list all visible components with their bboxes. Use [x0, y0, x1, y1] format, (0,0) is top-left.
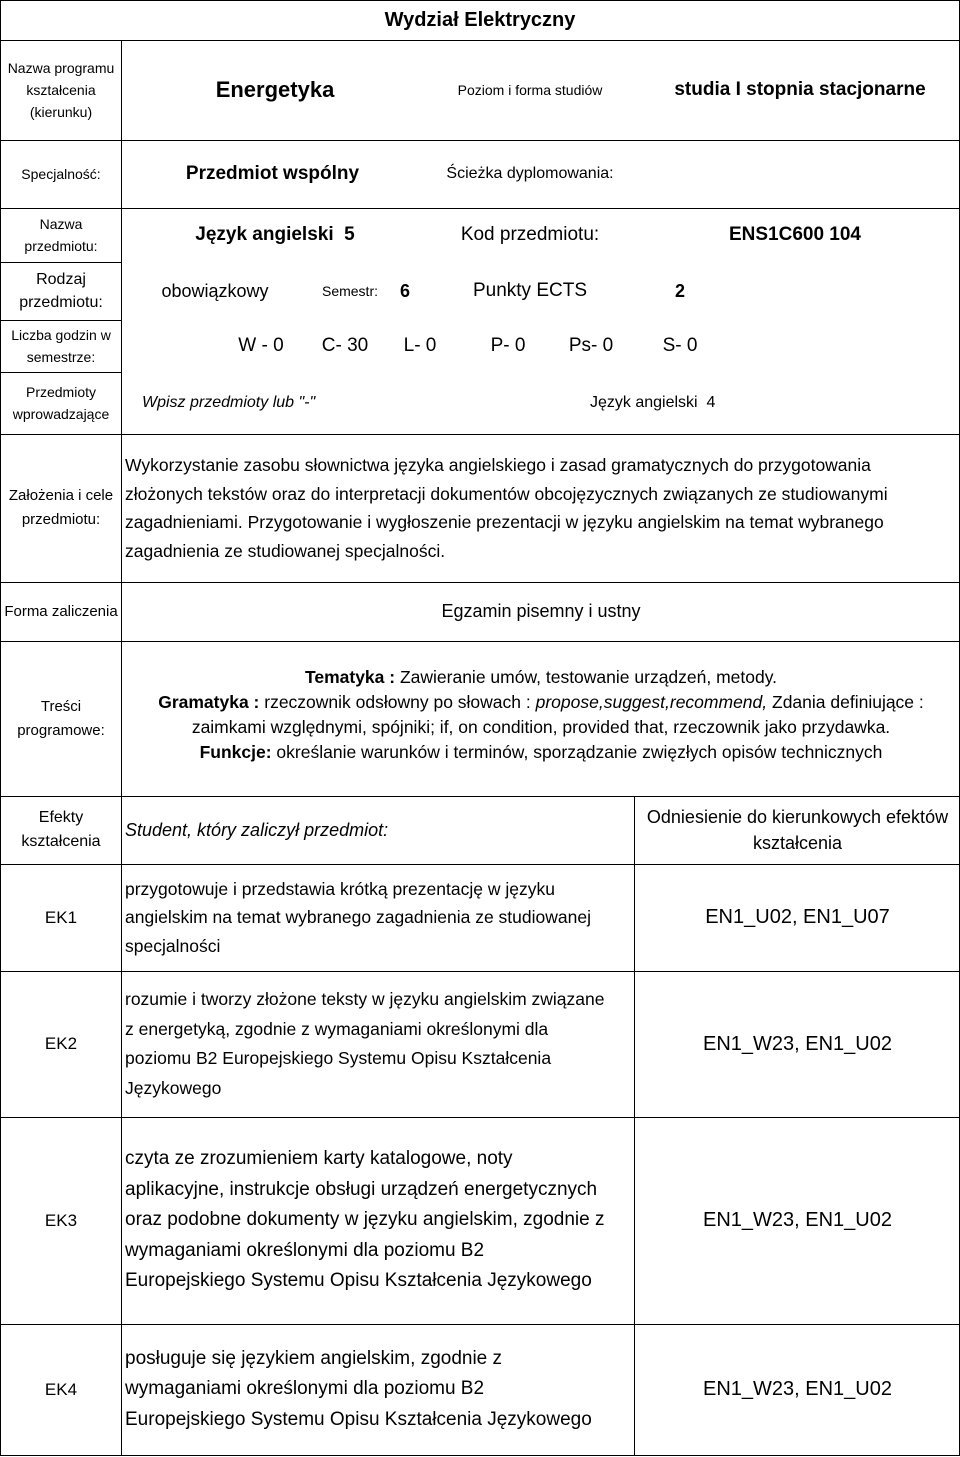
hours-ps: Ps- 0: [568, 335, 614, 356]
subject-label: [0, 208, 122, 262]
label-line: Nazwa programu: [7, 60, 115, 76]
goals-text: [125, 451, 957, 565]
goals-line: Wykorzystanie zasobu słownictwa języka angielskiego i zasad gramatycznych do przygotowania: [125, 455, 871, 475]
outcome-line: czyta ze zrozumieniem karty katalogowe, noty: [125, 1148, 513, 1170]
outcome-line: rozumie i tworzy złożone teksty w języku angielskim związane: [125, 989, 605, 1009]
prerequisites-value: Język angielski 4: [590, 394, 716, 411]
label-line: semestrze:: [26, 349, 96, 365]
outcome-description: [125, 971, 630, 1117]
hours-label: [0, 320, 122, 372]
grammar-label: Gramatyka :: [158, 692, 260, 712]
type-label: [0, 262, 122, 320]
reference-line: Odniesienie do kierunkowych efektów: [646, 807, 949, 827]
content-topic: [122, 665, 960, 690]
content-text: [122, 665, 960, 765]
label-line: Rodzaj: [36, 271, 86, 288]
program-label: [0, 40, 122, 140]
outcomes-reference-header: [635, 796, 960, 864]
content-grammar-cont: zaimkami względnymi, spójniki; if, on condition, provided that, rzeczownik jako przydawka.: [191, 717, 891, 737]
outcome-reference: EN1_U02, EN1_U07: [705, 906, 890, 928]
label-line: Liczba godzin w: [11, 327, 111, 343]
hours-p: P- 0: [490, 335, 526, 356]
outcomes-label: [0, 796, 122, 864]
grammar-italic: propose,suggest,recommend,: [535, 692, 768, 712]
semester-label: Semestr:: [321, 283, 378, 299]
content-label: [0, 641, 122, 796]
label-line: przedmiotu:: [19, 294, 103, 311]
hours-l: L- 0: [403, 335, 437, 356]
label-line: Założenia i cele: [8, 487, 114, 504]
prerequisites-label: [0, 372, 122, 434]
outcome-line: poziomu B2 Europejskiego Systemu Opisu Kształcenia: [125, 1048, 552, 1068]
outcome-line: specjalności: [125, 935, 221, 956]
outcome-line: Europejskiego Systemu Opisu Kształcenia Językowego: [125, 1408, 592, 1430]
outcome-line: Europejskiego Systemu Opisu Kształcenia Językowego: [125, 1270, 592, 1292]
goals-line: zagadnieniami. Przygotowanie i wygłoszenie prezentacji w języku angielskim na temat wybranego: [125, 512, 884, 532]
code-value: ENS1C600 104: [728, 224, 862, 245]
topic-label: Tematyka :: [304, 667, 396, 687]
assessment-value: Egzamin pisemny i ustny: [441, 601, 641, 621]
label-line: kształcenia: [26, 82, 96, 98]
label-line: Treści: [40, 697, 82, 715]
functions-text: określanie warunków i terminów, sporządzanie zwięzłych opisów technicznych: [271, 742, 883, 762]
label-line: (kierunku): [29, 104, 93, 120]
label-line: Efekty: [38, 809, 84, 826]
outcome-description: [125, 1324, 633, 1455]
path-label: Ścieżka dyplomowania:: [446, 165, 614, 182]
outcome-line: posługuje się językiem angielskim, zgodnie z: [125, 1347, 503, 1369]
outcome-line: wymaganiami określonymi dla poziomu B2: [125, 1378, 485, 1400]
outcome-line: Językowego: [125, 1077, 222, 1098]
outcome-line: angielskim na temat wybranego zagadnienia ze studiowanej: [125, 907, 591, 928]
outcome-line: wymaganiami określonymi dla poziomu B2: [125, 1239, 485, 1261]
outcome-id: EK4: [44, 1379, 78, 1399]
faculty-title: Wydział Elektryczny: [384, 8, 576, 31]
h-rule: [0, 1455, 960, 1456]
goals-line: złożonych tekstów oraz do interpretacji dokumentów obcojęzycznych związanych ze studiowanymi: [125, 483, 888, 504]
program-value: Energetyka: [215, 77, 335, 102]
label-line: Nazwa: [39, 216, 83, 232]
specialty-label: Specjalność:: [21, 166, 101, 182]
prerequisites-hint: Wpisz przedmioty lub "-": [142, 394, 316, 411]
outcome-reference: EN1_W23, EN1_U02: [703, 1378, 892, 1400]
ects-label: Punkty ECTS: [472, 280, 588, 301]
outcome-line: aplikacyjne, instrukcje obsługi urządzeń energetycznych: [125, 1178, 598, 1200]
content-functions: [122, 740, 960, 765]
assessment-label: Forma zaliczenia: [4, 603, 118, 620]
label-line: przedmiotu:: [21, 511, 101, 528]
outcome-id: EK3: [44, 1210, 78, 1230]
specialty-value: Przedmiot wspólny: [185, 163, 360, 184]
label-line: programowe:: [17, 721, 105, 739]
outcome-id: EK2: [44, 1034, 78, 1053]
topic-text: Zawieranie umów, testowanie urządzeń, metody.: [395, 667, 778, 687]
outcome-line: z energetyką, zgodnie z wymaganiami określonymi dla: [125, 1018, 549, 1039]
label-line: kształcenia: [21, 833, 101, 850]
semester-value: 6: [399, 280, 410, 301]
outcome-description: [125, 1117, 633, 1324]
outcome-line: oraz podobne dokumenty w języku angielskim, zgodnie z: [125, 1209, 605, 1231]
grammar-text: Zdania definiujące :: [767, 692, 924, 712]
goals-line: zagadnienia ze studiowanej specjalności.: [125, 540, 446, 561]
outcome-id: EK1: [44, 907, 78, 927]
reference-line: kształcenia: [752, 833, 843, 853]
hours-c: C- 30: [321, 335, 369, 356]
hours-s: S- 0: [662, 335, 698, 356]
label-line: Przedmioty: [25, 384, 97, 400]
functions-label: Funkcje:: [199, 742, 272, 762]
outcome-description: [125, 864, 630, 971]
ects-value: 2: [674, 280, 685, 301]
label-line: wprowadzające: [12, 406, 110, 422]
type-value: obowiązkowy: [161, 280, 269, 301]
grammar-text: rzeczownik odsłowny po słowach :: [259, 692, 536, 712]
h-rule: [0, 434, 960, 435]
outcome-line: przygotowuje i przedstawia krótką prezentację w języku: [125, 878, 555, 899]
outcome-reference: EN1_W23, EN1_U02: [703, 1209, 892, 1231]
outcomes-student-header: Student, który zaliczył przedmiot:: [125, 819, 389, 840]
level-value: studia I stopnia stacjonarne: [674, 79, 926, 100]
content-grammar: [122, 690, 960, 715]
goals-label: [0, 434, 122, 582]
label-line: przedmiotu:: [24, 238, 98, 254]
subject-value: Język angielski 5: [195, 224, 355, 245]
level-label: Poziom i forma studiów: [457, 82, 603, 98]
h-rule: [0, 641, 960, 642]
code-label: Kod przedmiotu:: [460, 224, 600, 245]
hours-w: W - 0: [238, 335, 284, 356]
outcome-reference: EN1_W23, EN1_U02: [703, 1032, 892, 1055]
